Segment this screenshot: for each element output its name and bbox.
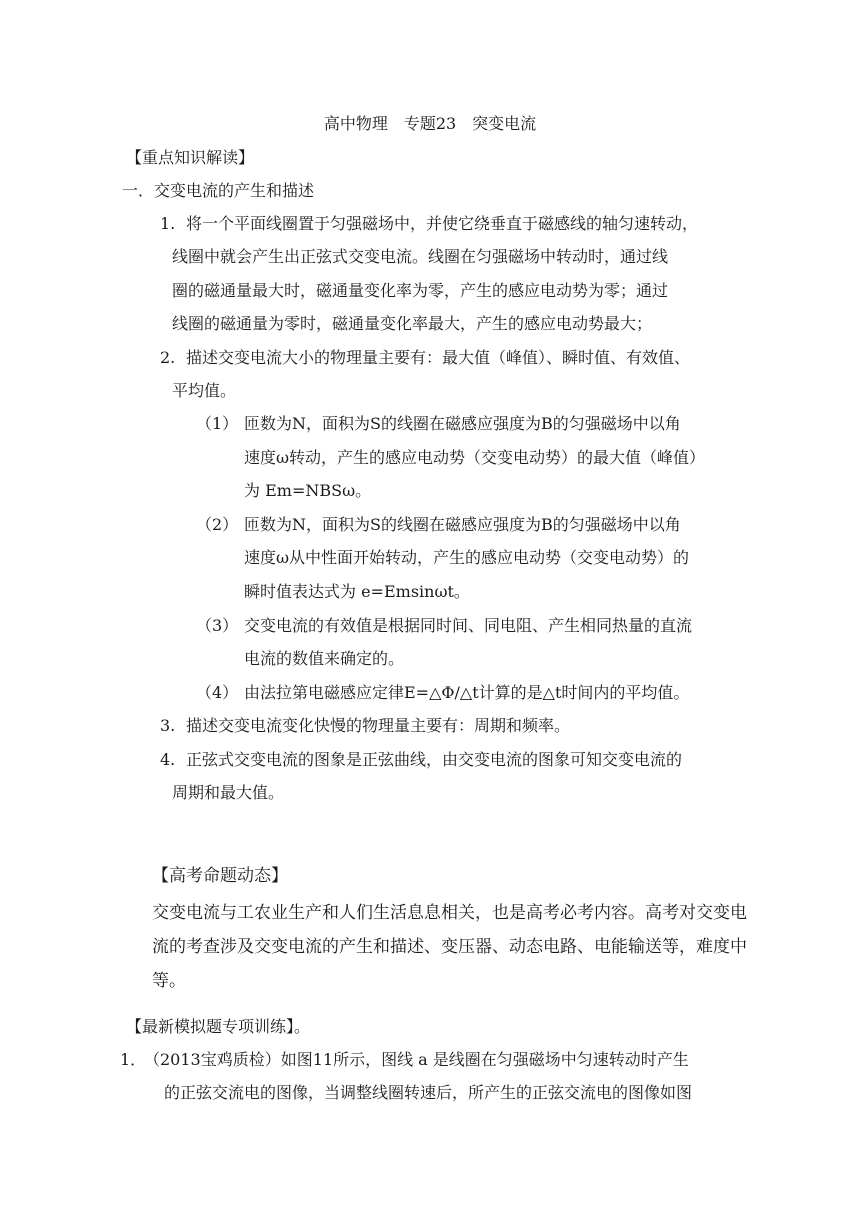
sub-item-line: 匝数为N，面积为S的线圈在磁感应强度为B的匀强磁场中以角 — [244, 414, 681, 433]
gaokao-line: 交变电流与工农业生产和人们生活息息相关，也是高考必考内容。高考对交变电 — [152, 903, 747, 923]
list-item-line: 线圈的磁通量为零时，磁通量变化率最大，产生的感应电动势最大； — [172, 314, 653, 333]
sub-item-line: 电流的数值来确定的。 — [244, 649, 405, 668]
sub-item-number: （4） — [196, 683, 239, 702]
sub-item-line: 由法拉第电磁感应定律E=△Φ/△t计算的是△t时间内的平均值。 — [244, 683, 690, 702]
sub-item-number: （2） — [196, 515, 239, 534]
gaokao-line: 等。 — [152, 971, 186, 991]
list-number: 2. — [160, 348, 176, 367]
sub-item-number: （1） — [196, 414, 239, 433]
list-item-line: 将一个平面线圈置于匀强磁场中，并使它绕垂直于磁感线的轴匀速转动， — [186, 214, 699, 233]
sub-item-line: 瞬时值表达式为 e=Emsinωt。 — [244, 582, 470, 601]
sub-item-line: 交变电流的有效值是根据同时间、同电阻、产生相同热量的直流 — [244, 616, 693, 635]
question-line: （2013宝鸡质检）如图11所示，图线 a 是线圈在匀强磁场中匀速转动时产生 — [144, 1050, 689, 1069]
question-line: 的正弦交流电的图像，当调整线圈转速后，所产生的正弦交流电的图像如图 — [164, 1083, 693, 1102]
list-item-line: 平均值。 — [172, 381, 237, 400]
sub-item-number: （3） — [196, 616, 239, 635]
sub-item-line: 为 Em=NBSω。 — [244, 481, 372, 500]
sub-item-line: 速度ω从中性面开始转动，产生的感应电动势（交变电动势）的 — [244, 548, 690, 567]
list-item-line: 圈的磁通量最大时，磁通量变化率为零，产生的感应电动势为零；通过 — [172, 281, 669, 300]
list-item-line: 描述交变电流变化快慢的物理量主要有：周期和频率。 — [186, 716, 571, 735]
list-item-line: 周期和最大值。 — [172, 783, 285, 802]
list-item-line: 描述交变电流大小的物理量主要有：最大值（峰值）、瞬时值、有效值、 — [186, 348, 691, 367]
list-number: 1. — [160, 214, 176, 233]
list-number: 3. — [160, 716, 176, 735]
list-number: 4. — [160, 750, 176, 769]
page-title: 高中物理 专题23 突变电流 — [323, 114, 537, 133]
sub-item-line: 速度ω转动，产生的感应电动势（交变电动势）的最大值（峰值） — [244, 448, 706, 467]
part-heading: 一．交变电流的产生和描述 — [122, 181, 315, 200]
gaokao-line: 流的考查涉及交变电流的产生和描述、变压器、动态电路、电能输送等，难度中 — [152, 937, 747, 957]
list-item-line: 线圈中就会产生出正弦式交变电流。线圈在匀强磁场中转动时，通过线 — [172, 247, 669, 266]
training-heading: 【最新模拟题专项训练】。 — [126, 1017, 311, 1036]
list-item-line: 正弦式交变电流的图象是正弦曲线，由交变电流的图象可知交变电流的 — [186, 750, 683, 769]
section-heading: 【重点知识解读】 — [126, 148, 255, 167]
sub-item-line: 匝数为N，面积为S的线圈在磁感应强度为B的匀强磁场中以角 — [244, 515, 681, 534]
gaokao-heading: 【高考命题动态】 — [152, 866, 288, 886]
question-number: 1． — [120, 1050, 147, 1069]
